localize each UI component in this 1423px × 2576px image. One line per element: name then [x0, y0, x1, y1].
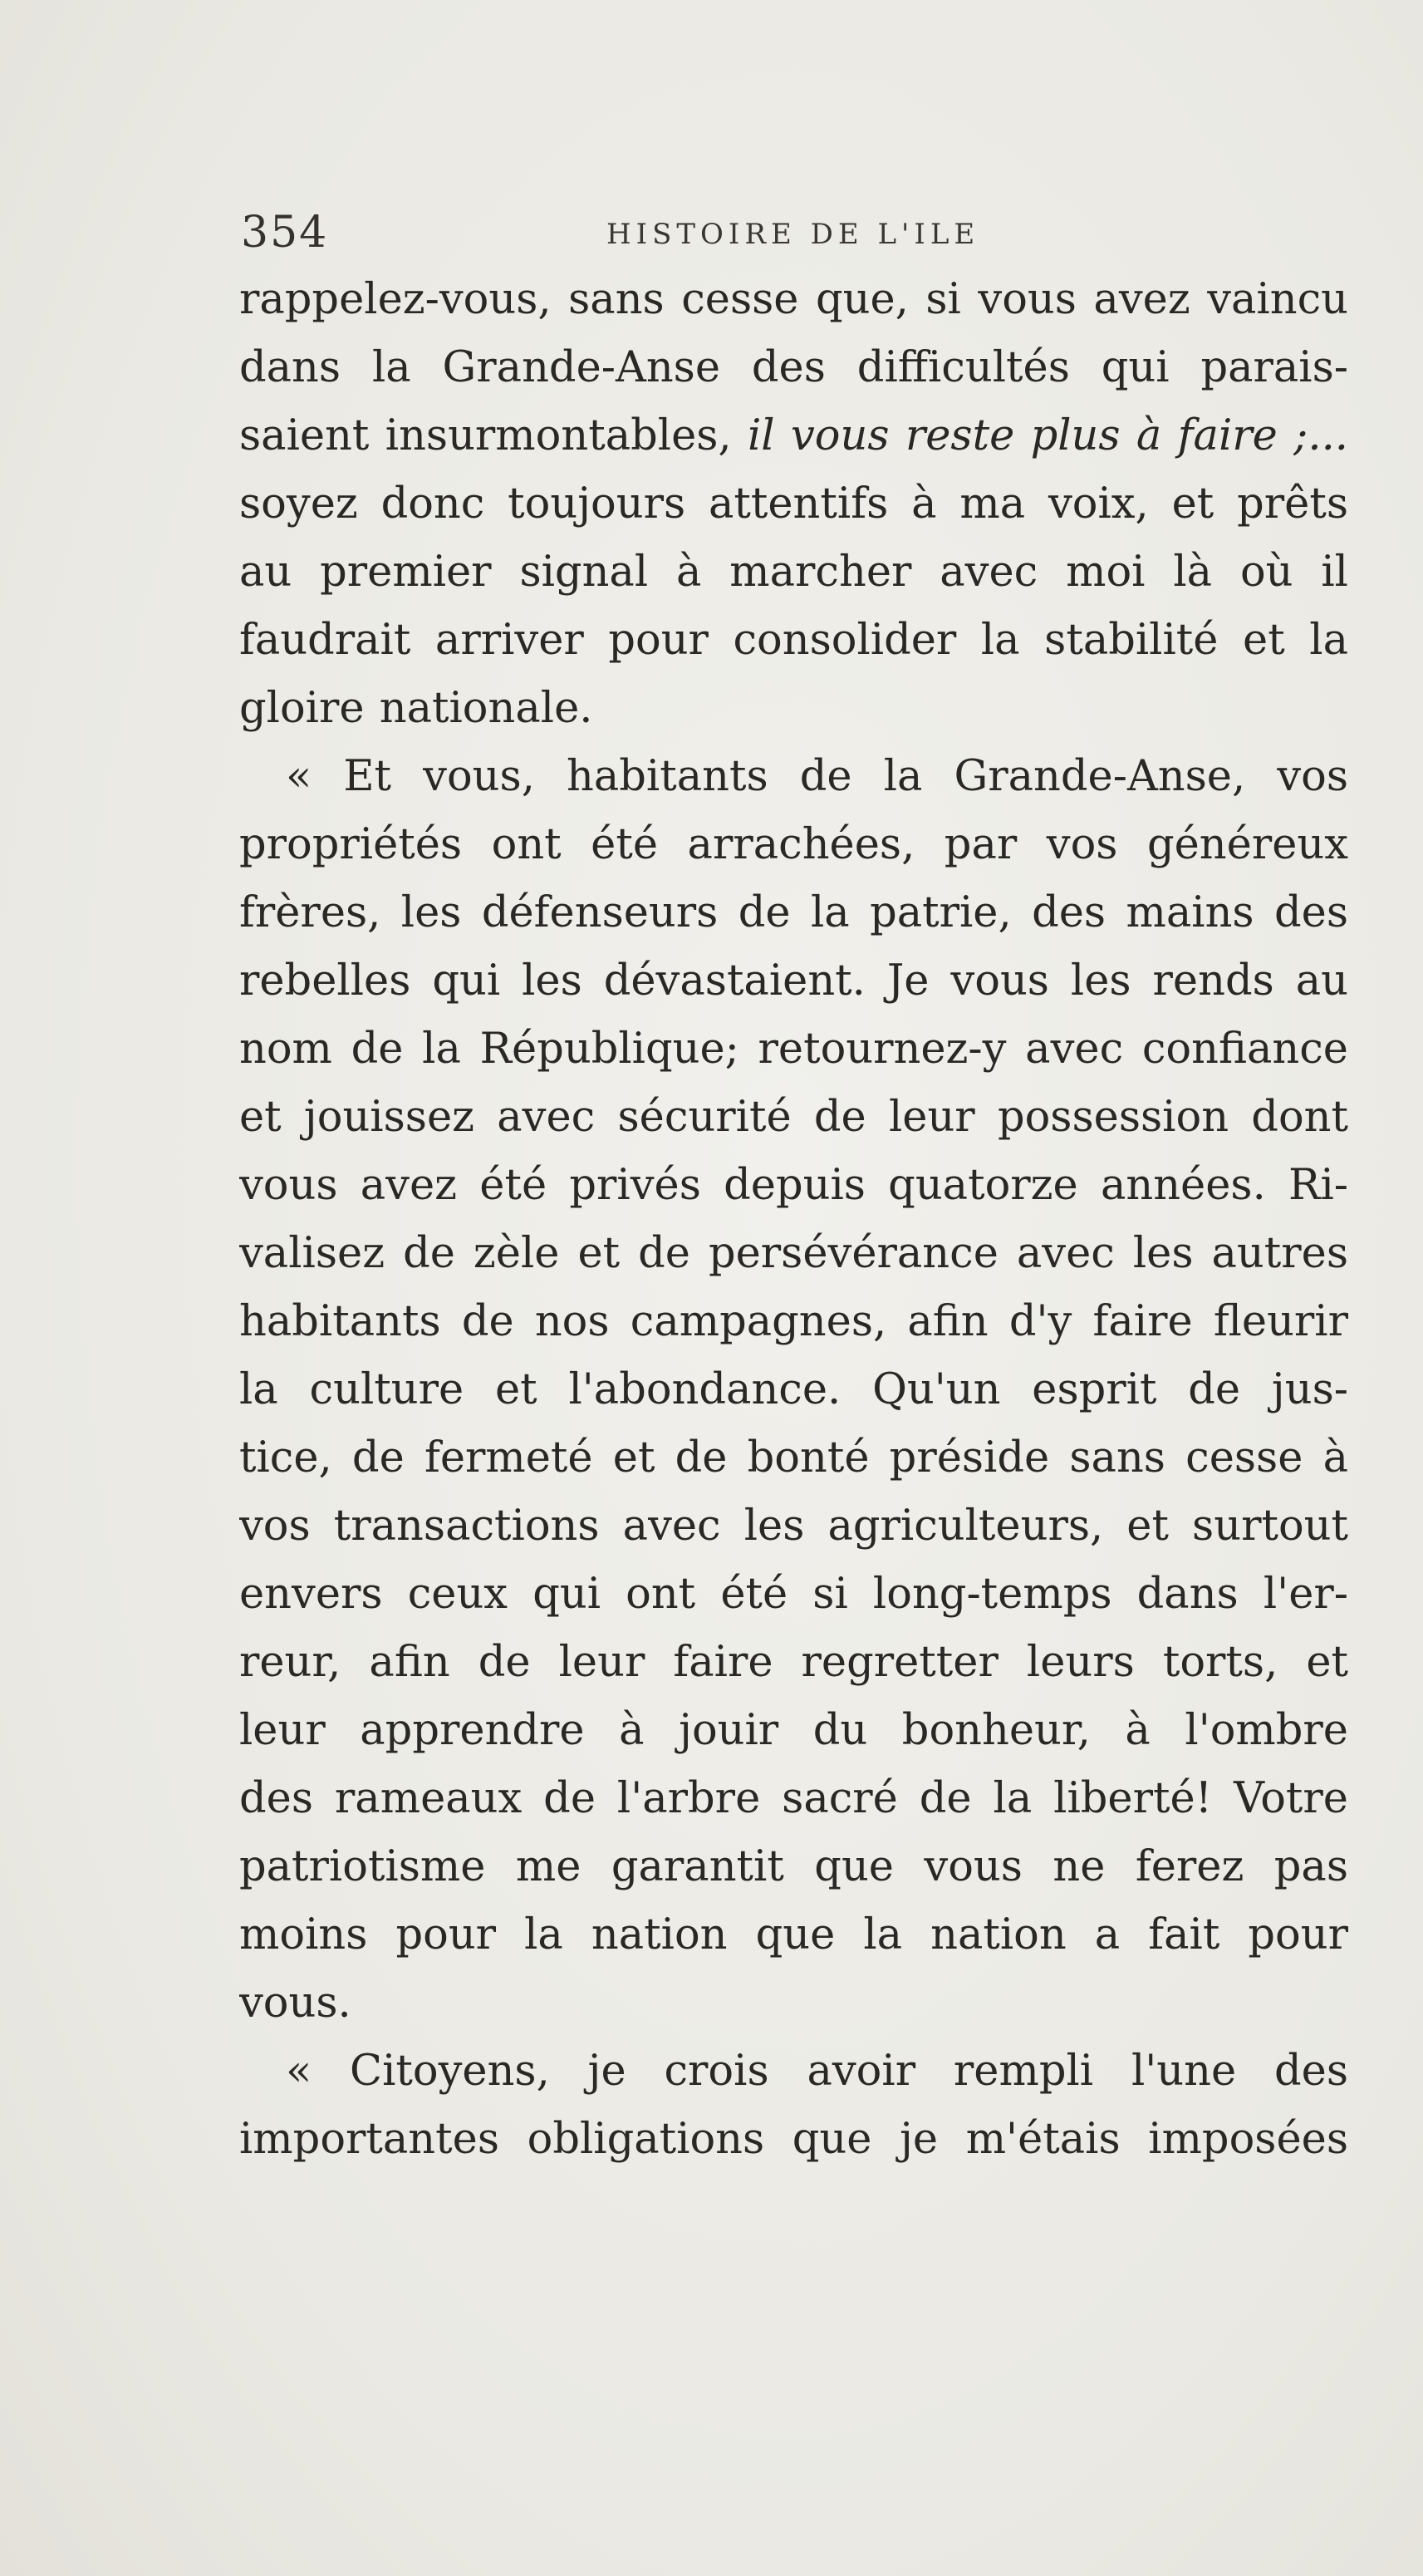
text-line: au premier signal à marcher avec moi là où il [239, 548, 1348, 597]
text-line: envers ceux qui ont été si long-temps dans l'er- [239, 1570, 1348, 1619]
text-line: des rameaux de l'arbre sacré de la liberté! Votre [239, 1774, 1348, 1823]
text-line: vos transactions avec les agriculteurs, et surtout [239, 1502, 1348, 1551]
text-line: gloire nationale. [239, 684, 593, 733]
text-line: nom de la République; retournez-y avec confiance [239, 1025, 1348, 1074]
text-line: et jouissez avec sécurité de leur possession dont [239, 1093, 1348, 1142]
text-line: frères, les défenseurs de la patrie, des mains des [239, 888, 1348, 937]
text-line: rebelles qui les dévastaient. Je vous les rends au [239, 956, 1348, 1005]
page-header [241, 208, 1354, 266]
text-line: la culture et l'abondance. Qu'un esprit de jus- [239, 1365, 1348, 1414]
page-number: 354 [241, 208, 329, 258]
body-text [239, 266, 1348, 2174]
paragraph-start-line: « Citoyens, je crois avoir rempli l'une des [286, 2047, 1348, 2096]
text-line: vous avez été privés depuis quatorze années. Ri- [239, 1161, 1348, 1210]
text-line: moins pour la nation que la nation a fait pour [239, 1910, 1348, 1959]
text-line: patriotisme me garantit que vous ne ferez pas [239, 1842, 1348, 1891]
text-line: vous. [239, 1979, 351, 2028]
text-line: dans la Grande-Anse des difficultés qui parais- [239, 343, 1348, 392]
text-line: reur, afin de leur faire regretter leurs torts, et [239, 1638, 1348, 1687]
text-line: saient insurmontables, il vous reste plus à faire ;... [239, 411, 1348, 460]
running-title: HISTOIRE DE L'ILE [606, 218, 980, 251]
text-line: leur apprendre à jouir du bonheur, à l'ombre [239, 1706, 1348, 1755]
text-line: valisez de zèle et de persévérance avec les autres [239, 1229, 1348, 1278]
paragraph-start-line: « Et vous, habitants de la Grande-Anse, vos [286, 752, 1348, 801]
text-line: propriétés ont été arrachées, par vos généreux [239, 820, 1348, 869]
text-line: habitants de nos campagnes, afin d'y faire fleurir [239, 1297, 1348, 1346]
text-line: importantes obligations que je m'étais imposées [239, 2115, 1348, 2164]
text-line: faudrait arriver pour consolider la stabilité et la [239, 616, 1348, 665]
text-line: soyez donc toujours attentifs à ma voix, et prêts [239, 479, 1348, 528]
italic-phrase: il vous reste plus à faire ;... [748, 411, 1348, 460]
text-line: rappelez-vous, sans cesse que, si vous avez vaincu [239, 275, 1348, 324]
text-line: tice, de fermeté et de bonté préside sans cesse à [239, 1433, 1348, 1482]
